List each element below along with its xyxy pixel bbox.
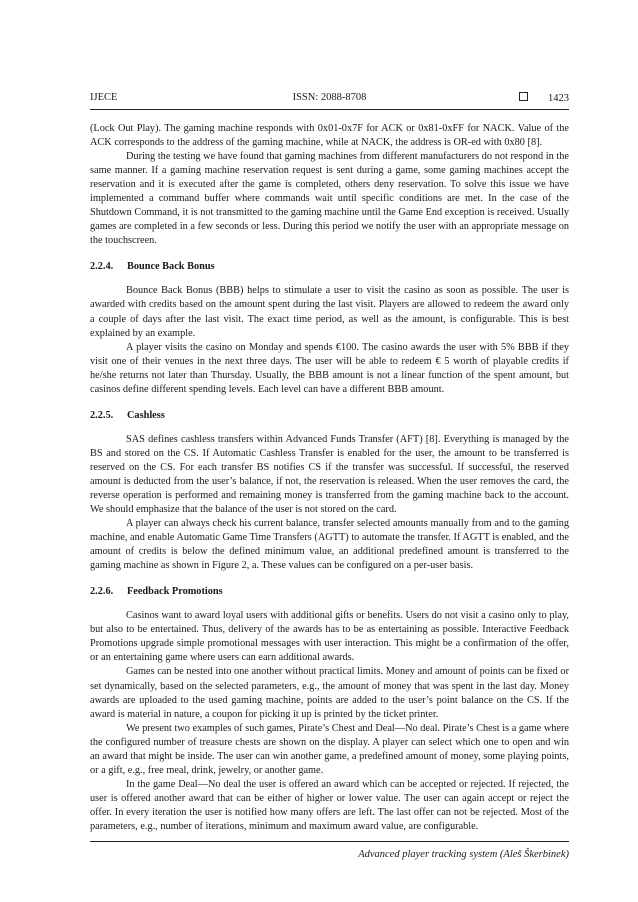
section-title: Bounce Back Bonus [127, 261, 215, 273]
page-number: 1423 [548, 93, 569, 104]
section-number: 2.2.5. [90, 409, 114, 421]
paragraph: Bounce Back Bonus (BBB) helps to stimulate a user to visit the casino as soon as possible. The user is awarded with credits based on the amount spent during the last visit. Players are allowed to redeem the award only a couple of days after the last visit. The exact time period, as well as the amount, is configurable. This is best explained by an example. [90, 285, 569, 339]
running-title: Advanced player tracking system (Aleš Škerbinek) [358, 849, 569, 860]
section-heading-bounce-back-bonus [90, 260, 569, 274]
footer-rule [90, 841, 569, 842]
paragraph: Games can be nested into one another without practical limits. Money and amount of points can be fixed or set dynamically, based on the selected parameters, e.g., the amount of money that was spent in the last day. Money awards are uploaded to the used gaming machine, points are added to the user’s point balance on the CS. If the award is material in nature, a coupon for picking it up is printed by the ticket printer. [90, 666, 569, 720]
paragraph: (Lock Out Play). The gaming machine responds with 0x01-0x7F for ACK or 0x81-0xFF for NACK. Value of the ACK corresponds to the address of the gaming machine, while at NACK, the address is OR-ed with 0x80 [8]. [90, 123, 569, 149]
section-number: 2.2.4. [90, 261, 114, 273]
section-heading-feedback-promotions [90, 585, 569, 599]
page-header [90, 92, 569, 106]
body-text [90, 122, 569, 834]
paragraph: Casinos want to award loyal users with additional gifts or benefits. Users do not visit a casino only to play, but also to be entertained. Thus, delivery of the awards has to be as entertaining as possible. Interactive Feedback Promotions upgrade simple promotional messages with user interaction. This might be a confirmation of the offer, or an entertaining game where users can earn additional awards. [90, 610, 569, 664]
section-heading-cashless [90, 409, 569, 423]
paragraph: We present two examples of such games, Pirate’s Chest and Deal—No deal. Pirate’s Chest is a game where the configured number of treasure chests are shown on the display. A player can select which one to open and win an award that might be inside. The user can win another game, a predefined amount of money, some playing points, or a gift, e.g., free meal, drink, jewelry, or another game. [90, 722, 569, 776]
page-number-group [519, 92, 569, 104]
section-number: 2.2.6. [90, 586, 114, 598]
paragraph: In the game Deal—No deal the user is offered an award which can be accepted or rejected. If rejected, the user is offered another award that can be either of higher or lower value. The user can again accept or reject the offer. In every iteration the user is notified how many offers are left. The last offer can not be rejected. Most of the parameters, e.g., number of iterations, minimum and maximum award value, are configurable. [90, 778, 569, 832]
paragraph: A player visits the casino on Monday and spends €100. The casino awards the user with 5% BBB if they visit one of their venues in the next three days. The user will be able to redeem € 5 worth of playable credits if he/she returns not later than Thursday. Usually, the BBB amount is not a linear function of the spent amount, but casinos define different spending levels. Each level can have a different BBB amount. [90, 341, 569, 395]
header-rule [90, 109, 569, 110]
paragraph: During the testing we have found that gaming machines from different manufacturers do not respond in the same manner. If a gaming machine reservation request is sent during a game, some gaming machines accept the reservation and it is executed after the game is completed, others deny reservation. To solve this issue we have implemented a command buffer where commands wait until specific conditions are met. In the case of the Shutdown Command, it is not transmitted to the gaming machine until the Game End exception is received. Usually games are completed in a few seconds or less. During this period we notify the user with an appropriate message on the touchscreen. [90, 151, 569, 247]
journal-name: IJECE [90, 92, 118, 103]
section-title: Cashless [127, 409, 165, 421]
paragraph: A player can always check his current balance, transfer selected amounts manually from and to the gaming machine, and enable Automatic Game Time Transfers (AGTT) to automate the transfer. If AGTT is enabled, and the amount of credits is below the defined minimum value, an additional predefined amount is transferred to the gaming machine as shown in Figure 2, a. These values can be configured on a per-user basis. [90, 518, 569, 572]
issn: ISSN: 2088-8708 [292, 92, 367, 103]
section-title: Feedback Promotions [127, 586, 223, 598]
square-icon [519, 92, 528, 101]
paragraph: SAS defines cashless transfers within Advanced Funds Transfer (AFT) [8]. Everything is managed by the BS and stored on the CS. If Automatic Cashless Transfer is enabled for the user, the amount to be transferred is reserved on the CS. For each transfer BS notifies CS if the transfer was successful. If successful, the reserved amount is deducted from the user’s balance, if not, the reservation is released. When the user removes the card, the reverse operation is performed and remaining money is transferred from the gaming machine back to the account. We should emphasize that the balance of the user is not stored on the card. [90, 433, 569, 516]
